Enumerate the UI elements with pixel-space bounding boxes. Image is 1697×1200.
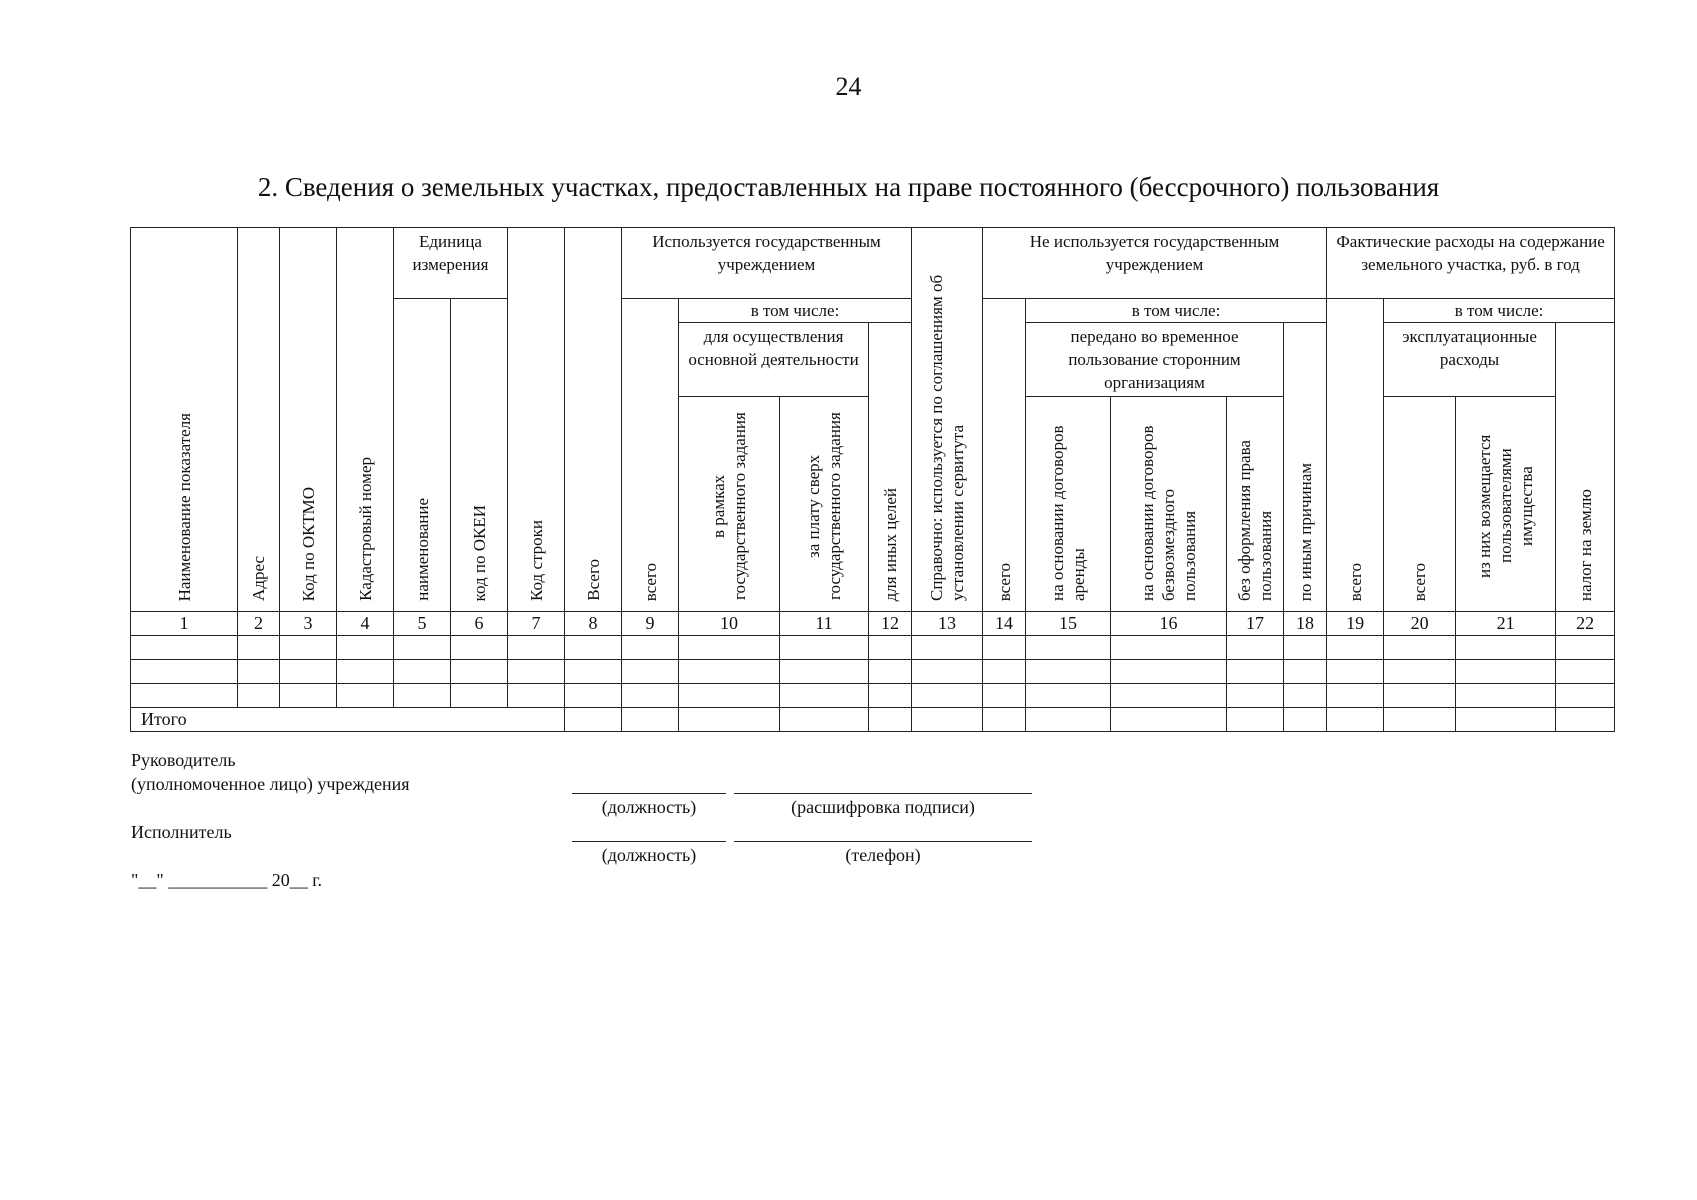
- table-cell[interactable]: [679, 708, 780, 732]
- executor-label: Исполнитель: [131, 822, 232, 842]
- table-cell[interactable]: [1556, 684, 1615, 708]
- table-cell[interactable]: [869, 708, 912, 732]
- column-number: 15: [1026, 612, 1111, 636]
- column-number: 5: [394, 612, 451, 636]
- header-lease: на основании договоров аренды: [1026, 397, 1111, 612]
- table-cell[interactable]: [565, 684, 622, 708]
- table-cell[interactable]: [1456, 660, 1556, 684]
- header-operating: эксплуатационные расходы: [1384, 323, 1556, 397]
- table-cell[interactable]: [1111, 636, 1227, 660]
- table-cell[interactable]: [394, 660, 451, 684]
- table-cell[interactable]: [238, 636, 280, 660]
- table-cell[interactable]: [451, 636, 508, 660]
- table-cell[interactable]: [622, 708, 679, 732]
- header-land-tax: налог на землю: [1556, 323, 1615, 612]
- table-cell[interactable]: [1456, 636, 1556, 660]
- table-cell[interactable]: [1111, 708, 1227, 732]
- date-field: "__" ___________ 20__ г.: [131, 870, 323, 890]
- decode-signature-line[interactable]: [734, 793, 1032, 794]
- header-including: в том числе:: [679, 299, 912, 323]
- table-cell[interactable]: [508, 660, 565, 684]
- table-cell[interactable]: [1026, 708, 1111, 732]
- position-caption-2: (должность): [601, 845, 697, 865]
- table-cell[interactable]: [780, 708, 869, 732]
- table-cell[interactable]: [622, 660, 679, 684]
- table-cell[interactable]: [565, 660, 622, 684]
- column-number: 13: [912, 612, 983, 636]
- head-sublabel: (уполномоченное лицо) учреждения: [131, 774, 410, 794]
- table-cell[interactable]: [508, 636, 565, 660]
- table-cell[interactable]: [1384, 636, 1456, 660]
- table-cell[interactable]: [869, 684, 912, 708]
- header-no-formal: без оформления права пользования: [1227, 397, 1284, 612]
- table-cell[interactable]: [1026, 660, 1111, 684]
- land-plots-table: [130, 227, 1615, 732]
- table-cell[interactable]: [983, 636, 1026, 660]
- column-number: 19: [1327, 612, 1384, 636]
- header-unit-okei: код по ОКЕИ: [451, 299, 508, 612]
- table-cell[interactable]: [1284, 636, 1327, 660]
- table-cell[interactable]: [983, 660, 1026, 684]
- header-used-group: Используется государственным учреждением: [622, 228, 912, 299]
- header-row-code: Код строки: [508, 228, 565, 612]
- table-row: [131, 684, 1615, 708]
- position-caption: (должность): [601, 797, 697, 817]
- header-unit-name: наименование: [394, 299, 451, 612]
- table-cell[interactable]: [1227, 684, 1284, 708]
- header-free-use: на основании договоров безвозмездного пользования: [1111, 397, 1227, 612]
- table-cell[interactable]: [280, 660, 337, 684]
- header-other-reasons: по иным причинам: [1284, 323, 1327, 612]
- table-cell[interactable]: [1556, 636, 1615, 660]
- table-cell[interactable]: [337, 684, 394, 708]
- header-above-task: за плату сверх государственного задания: [780, 397, 869, 612]
- column-number: 6: [451, 612, 508, 636]
- table-cell[interactable]: [280, 636, 337, 660]
- column-number: 20: [1384, 612, 1456, 636]
- table-cell[interactable]: [780, 684, 869, 708]
- column-number: 1: [131, 612, 238, 636]
- header-not-used-group: Не используется государственным учреждением: [983, 228, 1327, 299]
- phone-caption: (телефон): [845, 845, 921, 865]
- table-cell[interactable]: [1111, 660, 1227, 684]
- table-cell[interactable]: [780, 636, 869, 660]
- table-cell[interactable]: [1556, 660, 1615, 684]
- table-cell[interactable]: [983, 708, 1026, 732]
- column-number: 4: [337, 612, 394, 636]
- header-name: Наименование показателя: [131, 228, 238, 612]
- column-number: 21: [1456, 612, 1556, 636]
- head-label: Руководитель: [131, 750, 236, 770]
- phone-line[interactable]: [734, 841, 1032, 842]
- header-cadastral: Кадастровый номер: [337, 228, 394, 612]
- header-reimbursed: из них возмещается пользователями имущества: [1456, 397, 1556, 612]
- table-cell[interactable]: [131, 660, 238, 684]
- table-cell[interactable]: [1227, 636, 1284, 660]
- table-cell[interactable]: [912, 708, 983, 732]
- table-cell[interactable]: [337, 660, 394, 684]
- header-other-purposes: для иных целей: [869, 323, 912, 612]
- header-address: Адрес: [238, 228, 280, 612]
- decode-caption: (расшифровка подписи): [791, 797, 975, 817]
- table-cell[interactable]: [1384, 684, 1456, 708]
- header-op-total: всего: [1384, 397, 1456, 612]
- table-cell[interactable]: [1556, 708, 1615, 732]
- column-numbers-row: [131, 612, 1615, 636]
- table-cell[interactable]: [1227, 660, 1284, 684]
- table-cell[interactable]: [1384, 660, 1456, 684]
- column-number: 14: [983, 612, 1026, 636]
- position-signature-line[interactable]: [572, 793, 726, 794]
- table-cell[interactable]: [1384, 708, 1456, 732]
- column-number: 11: [780, 612, 869, 636]
- header-main-activity: для осуществления основной деятельности: [679, 323, 869, 397]
- table-cell[interactable]: [1284, 660, 1327, 684]
- header-total: Всего: [565, 228, 622, 612]
- table-cell[interactable]: [280, 684, 337, 708]
- table-cell[interactable]: [1327, 660, 1384, 684]
- header-used-total: всего: [622, 299, 679, 612]
- table-cell[interactable]: [1227, 708, 1284, 732]
- table-cell[interactable]: [869, 636, 912, 660]
- table-cell[interactable]: [1327, 636, 1384, 660]
- table-cell[interactable]: [912, 636, 983, 660]
- table-cell[interactable]: [912, 660, 983, 684]
- column-number: 18: [1284, 612, 1327, 636]
- header-temp-use: передано во временное пользование сторонним организациям: [1026, 323, 1284, 397]
- table-cell[interactable]: [679, 636, 780, 660]
- table-cell[interactable]: [1026, 636, 1111, 660]
- column-number: 8: [565, 612, 622, 636]
- table-cell[interactable]: [394, 684, 451, 708]
- table-cell[interactable]: [983, 684, 1026, 708]
- header-including-3: в том числе:: [1384, 299, 1615, 323]
- header-not-used-total: всего: [983, 299, 1026, 612]
- table-cell[interactable]: [394, 636, 451, 660]
- table-cell[interactable]: [1327, 684, 1384, 708]
- table-cell[interactable]: [337, 636, 394, 660]
- table-cell[interactable]: [1026, 684, 1111, 708]
- table-cell[interactable]: [622, 636, 679, 660]
- table-cell[interactable]: [508, 684, 565, 708]
- table-cell[interactable]: [1327, 708, 1384, 732]
- table-cell[interactable]: [131, 684, 238, 708]
- header-oktmo: Код по ОКТМО: [280, 228, 337, 612]
- table-cell[interactable]: [451, 684, 508, 708]
- table-cell[interactable]: [238, 684, 280, 708]
- page-number: 24: [835, 72, 862, 101]
- table-row: [131, 660, 1615, 684]
- table-cell[interactable]: [780, 660, 869, 684]
- total-row: [131, 708, 1615, 732]
- header-expenses-total: всего: [1327, 299, 1384, 612]
- table-cell[interactable]: [565, 708, 622, 732]
- column-number: 17: [1227, 612, 1284, 636]
- column-number: 10: [679, 612, 780, 636]
- table-cell[interactable]: [1456, 684, 1556, 708]
- header-within-task: в рамках государственного задания: [679, 397, 780, 612]
- table-cell[interactable]: [679, 660, 780, 684]
- table-cell[interactable]: [238, 660, 280, 684]
- table-cell[interactable]: [1284, 684, 1327, 708]
- table-row: [131, 636, 1615, 660]
- table-cell[interactable]: [869, 660, 912, 684]
- table-cell[interactable]: [1456, 708, 1556, 732]
- section-title: 2. Сведения о земельных участках, предоставленных на праве постоянного (бессрочного) пользования: [257, 172, 1440, 202]
- table-cell[interactable]: [131, 636, 238, 660]
- column-number: 9: [622, 612, 679, 636]
- column-number: 16: [1111, 612, 1227, 636]
- column-number: 7: [508, 612, 565, 636]
- header-including-2: в том числе:: [1026, 299, 1327, 323]
- table-cell[interactable]: [1284, 708, 1327, 732]
- table-cell[interactable]: [622, 684, 679, 708]
- table-cell[interactable]: [679, 684, 780, 708]
- header-unit: Единица измерения: [394, 228, 508, 299]
- header-expenses-group: Фактические расходы на содержание земельного участка, руб. в год: [1327, 228, 1615, 299]
- executor-position-line[interactable]: [572, 841, 726, 842]
- column-number: 2: [238, 612, 280, 636]
- column-number: 3: [280, 612, 337, 636]
- header-servitude: Справочно: используется по соглашениям об установлении сервитута: [912, 228, 983, 612]
- column-number: 22: [1556, 612, 1615, 636]
- table-cell[interactable]: [912, 684, 983, 708]
- column-number: 12: [869, 612, 912, 636]
- table-cell[interactable]: [451, 660, 508, 684]
- total-label: Итого: [131, 708, 565, 732]
- table-cell[interactable]: [565, 636, 622, 660]
- table-cell[interactable]: [1111, 684, 1227, 708]
